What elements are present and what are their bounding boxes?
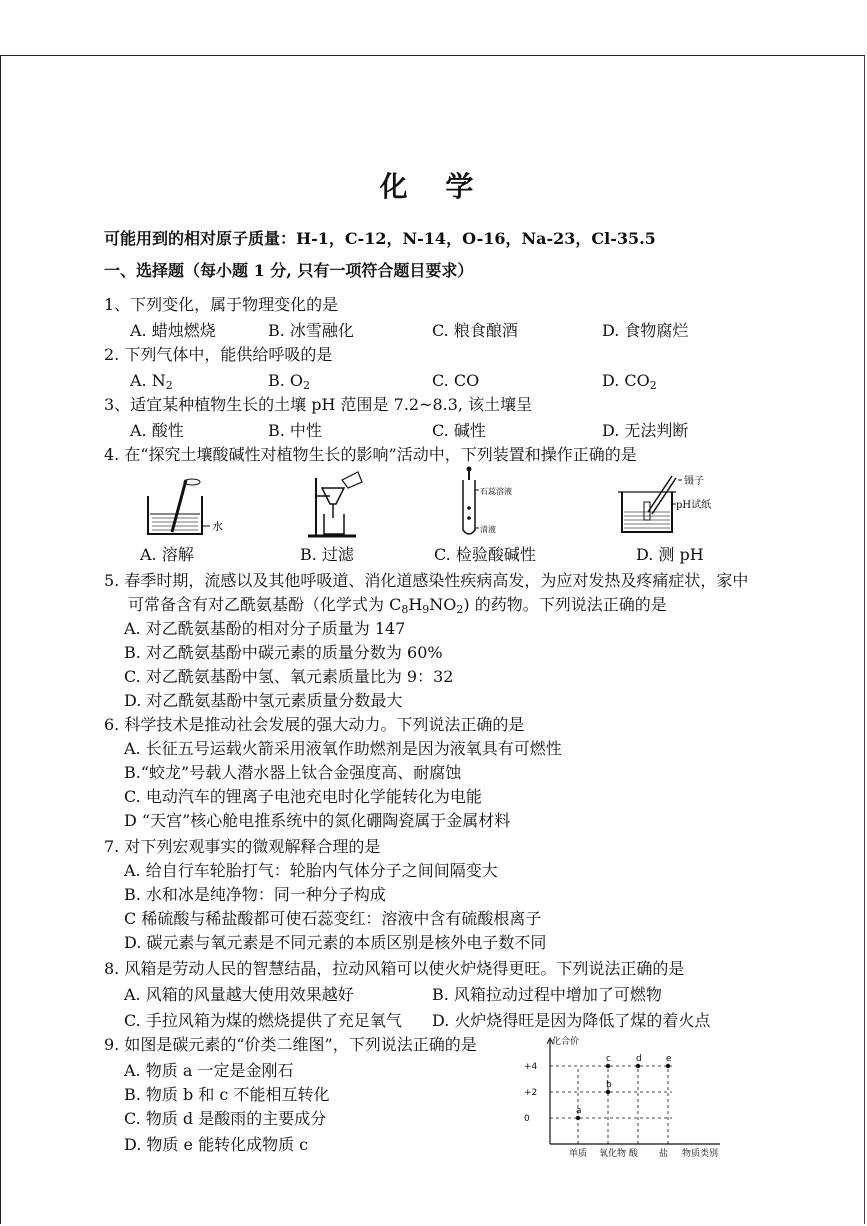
label-tweezers: 镊子 [684,476,704,487]
q9-option-d: D. 物质 e 能转化成物质 c [124,1135,309,1154]
apparatus-filter-image [300,470,380,544]
q2-option-d-text: D. CO [602,371,650,390]
q9-option-a: A. 物质 a 一定是金刚石 [124,1061,294,1080]
q5-sub-o: 2 [456,603,464,616]
atomic-mass-note: 可能用到的相对原子质量：H-1，C-12，N-14，O-16，Na-23，Cl-35.5 [104,229,656,248]
q5-option-a: A. 对乙酰氨基酚的相对分子质量为 147 [124,619,406,638]
label-indicator: 石蕊溶液 [480,487,512,496]
x-tick-label: 盐 [659,1149,669,1159]
data-point-label-c: c [606,1054,611,1064]
x-tick-label: 氧化物 [599,1149,627,1159]
apparatus-testtube-image [455,466,535,546]
question-4-stem: 4. 在“探究土壤酸碱性对植物生长的影响”活动中，下列装置和操作正确的是 [104,445,637,464]
data-point-label-b: b [606,1080,612,1090]
data-point-label-e: e [666,1054,672,1064]
q5-stem-text2: H [408,595,423,614]
q2-option-b [268,370,310,397]
q4-option-b: B. 过滤 [300,545,354,564]
q4-option-c: C. 检验酸碱性 [434,545,536,564]
q2-option-b-sub: 2 [303,379,311,392]
q5-option-d: D. 对乙酰氨基酚中氢元素质量分数最大 [124,691,403,710]
q2-option-b-text: B. O [268,371,304,390]
q8-option-a: A. 风箱的风量越大使用效果越好 [124,985,354,1004]
question-9-stem: 9. 如图是碳元素的“价类二维图”，下列说法正确的是 [104,1035,477,1054]
q9-option-c: C. 物质 d 是酸雨的主要成分 [124,1109,327,1128]
q5-sub-h: 9 [422,603,430,616]
q7-option-d: D. 碳元素与氧元素是不同元素的本质区别是核外电子数不同 [124,933,547,952]
q4-option-d: D. 测 pH [636,545,704,564]
q5-option-b: B. 对乙酰氨基酚中碳元素的质量分数为 60% [124,643,443,662]
q3-option-a: A. 酸性 [130,421,184,440]
q2-option-d-sub: 2 [649,379,657,392]
q2-option-a [130,370,173,397]
q1-option-d: D. 食物腐烂 [602,321,689,340]
q8-option-d: D. 火炉烧得旺是因为降低了煤的着火点 [432,1011,711,1030]
section-heading: 一、选择题（每小题 1 分, 只有一项符合题目要求） [104,261,474,280]
q7-option-b: B. 水和冰是纯净物：同一种分子构成 [124,885,386,904]
q1-option-b: B. 冰雪融化 [268,321,354,340]
q8-option-b: B. 风箱拉动过程中增加了可燃物 [432,985,662,1004]
x-axis-label: 物质类别 [682,1149,719,1159]
q6-option-a: A. 长征五号运载火箭采用液氧作助燃剂是因为液氧具有可燃性 [124,739,562,758]
q3-option-b: B. 中性 [268,421,322,440]
page-title: 化 学 [379,170,488,203]
question-1-stem: 1、下列变化，属于物理变化的是 [104,295,339,314]
valence-class-chart [520,1032,730,1162]
label-water: 水 [212,520,223,533]
q8-option-c: C. 手拉风箱为煤的燃烧提供了充足氧气 [124,1011,402,1030]
question-6-stem: 6. 科学技术是推动社会发展的强大动力。下列说法正确的是 [104,715,525,734]
data-point-a [576,1116,580,1120]
y-tick-label: +4 [524,1062,538,1072]
data-point-label-a: a [576,1106,582,1116]
q6-option-c: C. 电动汽车的锂离子电池充电时化学能转化为电能 [124,787,482,806]
data-point-b [606,1090,610,1094]
apparatus-dissolve-image [140,474,230,544]
y-axis-label: 化合价 [552,1037,580,1047]
q9-option-b: B. 物质 b 和 c 不能相互转化 [124,1085,330,1104]
question-8-stem: 8. 风箱是劳动人民的智慧结晶，拉动风箱可以使火炉烧得更旺。下列说法正确的是 [104,959,685,978]
y-tick-label: 0 [524,1114,530,1124]
question-2-stem: 2. 下列气体中，能供给呼吸的是 [104,345,333,364]
q5-stem-text1: 可常备含有对乙酰氨基酚（化学式为 C [128,595,402,614]
x-tick-label: 单质 [569,1149,588,1159]
q3-option-c: C. 碱性 [432,421,486,440]
data-point-label-d: d [636,1054,642,1064]
q5-sub-c: 8 [401,603,409,616]
data-point-d [636,1064,640,1068]
question-3-stem: 3、适宜某种植物生长的土壤 pH 范围是 7.2~8.3, 该土壤呈 [104,395,533,414]
q7-option-a: A. 给自行车轮胎打气：轮胎内气体分子之间间隔变大 [124,861,498,880]
q2-option-c: C. CO [432,371,480,390]
q4-option-a: A. 溶解 [140,545,194,564]
q5-stem-text4: ) 的药物。下列说法正确的是 [463,595,667,614]
q1-option-a: A. 蜡烛燃烧 [130,321,216,340]
y-tick-label: +2 [524,1088,538,1098]
q2-option-d [602,370,657,397]
q1-option-c: C. 粮食酿酒 [432,321,518,340]
question-7-stem: 7. 对下列宏观事实的微观解释合理的是 [104,837,381,856]
label-ph-paper: pH试纸 [676,500,712,511]
q5-option-c: C. 对乙酰氨基酚中氢、氧元素质量比为 9：32 [124,667,454,686]
q6-option-d: D “天宫”核心舱电推系统中的氮化硼陶瓷属于金属材料 [124,811,511,830]
q6-option-b: B.“蛟龙”号载人潜水器上钛合金强度高、耐腐蚀 [124,763,462,782]
label-clear-liquid: 清液 [480,525,496,534]
data-point-e [666,1064,670,1068]
question-5-stem-line2 [128,594,667,621]
data-point-c [606,1064,610,1068]
q2-option-a-text: A. N [130,371,166,390]
question-5-stem-line1: 5. 春季时期，流感以及其他呼吸道、消化道感染性疾病高发，为应对发热及疼痛症状，家中 [104,571,749,590]
q7-option-c: C 稀硫酸与稀盐酸都可使石蕊变红：溶液中含有硫酸根离子 [124,909,542,928]
x-tick-label: 酸 [629,1149,639,1159]
apparatus-ph-image [614,472,724,544]
q5-stem-text3: NO [429,595,457,614]
q3-option-d: D. 无法判断 [602,421,689,440]
q2-option-a-sub: 2 [165,379,173,392]
